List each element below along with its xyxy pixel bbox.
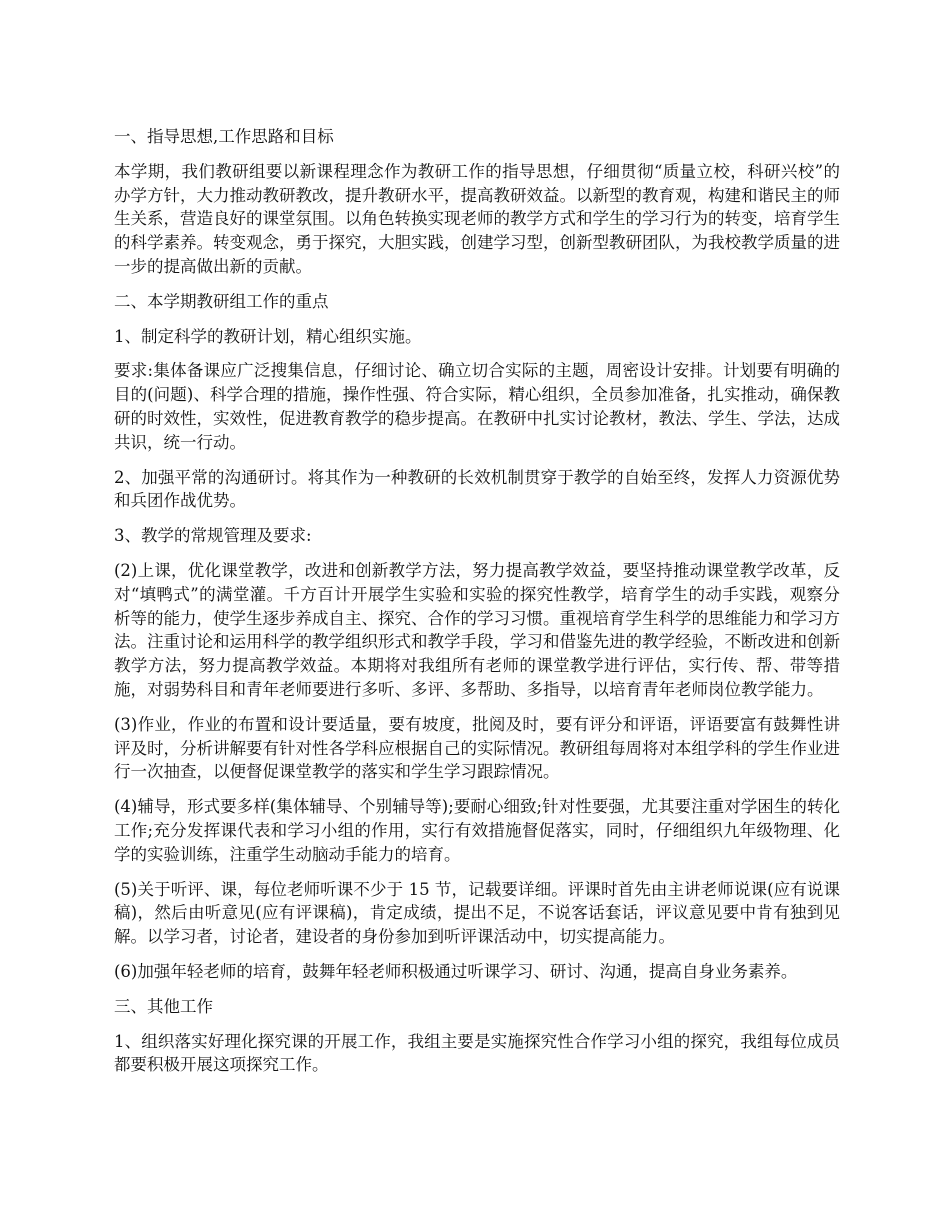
item-inquiry-course: 1、组织落实好理化探究课的开展工作，我组主要是实施探究性合作学习小组的探究，我组每位成员都要积极开展这项探究工作。 bbox=[114, 1031, 840, 1075]
heading-other-work: 三、其他工作 bbox=[114, 996, 213, 1016]
item-routine-management: 3、教学的常规管理及要求: bbox=[114, 526, 312, 546]
item-research-plan: 1、制定科学的教研计划，精心组织实施。 bbox=[114, 326, 422, 346]
paragraph-requirements: 要求:集体备课应广泛搜集信息，仔细讨论、确立切合实际的主题，周密设计安排。计划要有明确的目的(问题)、科学合理的措施，操作性强、符合实际，精心组织，全员参加准备，扎实推动，确保教研的时效性，实效性，促进教育教学的稳步提高。在教研中扎实讨论教材，教法、学生、学法，达成共识，统一行动。 bbox=[114, 361, 840, 452]
paragraph-lesson-review: (5)关于听评、课，每位老师听课不少于 15 节，记载要详细。评课时首先由主讲老师说课(应有说课稿)，然后由听意见(应有评课稿)，肯定成绩，提出不足，不说客话套话，评议意见要中肯有独到见解。以学习者，讨论者，建设者的身份参加到听评课活动中，切实提高能力。 bbox=[114, 879, 840, 947]
paragraph-young-teachers: (6)加强年轻老师的培育，鼓舞年轻老师积极通过听课学习、研讨、沟通，提高自身业务素养。 bbox=[114, 961, 798, 981]
heading-guiding-ideas: 一、指导思想,工作思路和目标 bbox=[114, 127, 334, 146]
item-communication: 2、加强平常的沟通研讨。将其作为一种教研的长效机制贯穿于教学的自始至终，发挥人力资源优势和兵团作战优势。 bbox=[114, 467, 840, 511]
paragraph-classes: (2)上课，优化课堂教学，改进和创新教学方法，努力提高教学效益，要坚持推动课堂教学改革，反对“填鸭式”的满堂灌。千方百计开展学生实验和实验的探究性教学，培育学生的动手实践，观察分析等的能力，使学生逐步养成自主、探究、合作的学习习惯。重视培育学生科学的思维能力和学习方法。注重讨论和运用科学的教学组织形式和教学手段，学习和借鉴先进的教学经验，不断改进和创新教学方法，努力提高教学效益。本期将对我组所有老师的课堂教学进行评估，实行传、帮、带等措施，对弱势科目和青年老师要进行多听、多评、多帮助、多指导，以培育青年老师岗位教学能力。 bbox=[114, 560, 840, 699]
paragraph-homework: (3)作业，作业的布置和设计要适量，要有坡度，批阅及时，要有评分和评语，评语要富有鼓舞性讲评及时，分析讲解要有针对性各学科应根据自己的实际情况。教研组每周将对本组学科的学生作业进行一次抽查，以便督促课堂教学的落实和学生学习跟踪情况。 bbox=[114, 714, 840, 782]
document-page bbox=[114, 125, 840, 1088]
paragraph-tutoring: (4)辅导，形式要多样(集体辅导、个别辅导等);要耐心细致;针对性要强，尤其要注重对学困生的转化工作;充分发挥课代表和学习小组的作用，实行有效措施督促落实，同时，仔细组织九年级物理、化学的实验训练，注重学生动脑动手能力的培育。 bbox=[114, 797, 840, 864]
paragraph-intro: 本学期，我们教研组要以新课程理念作为教研工作的指导思想，仔细贯彻“质量立校，科研兴校”的办学方针，大力推动教研教改，提升教研水平，提高教研效益。以新型的教育观，构建和谐民主的师生关系，营造良好的课堂氛围。以角色转换实现老师的教学方式和学生的学习行为的转变，培育学生的科学素养。转变观念，勇于探究，大胆实践，创建学习型，创新型教研团队，为我校教学质量的进一步的提高做出新的贡献。 bbox=[114, 161, 840, 276]
heading-key-work: 二、本学期教研组工作的重点 bbox=[114, 291, 329, 311]
